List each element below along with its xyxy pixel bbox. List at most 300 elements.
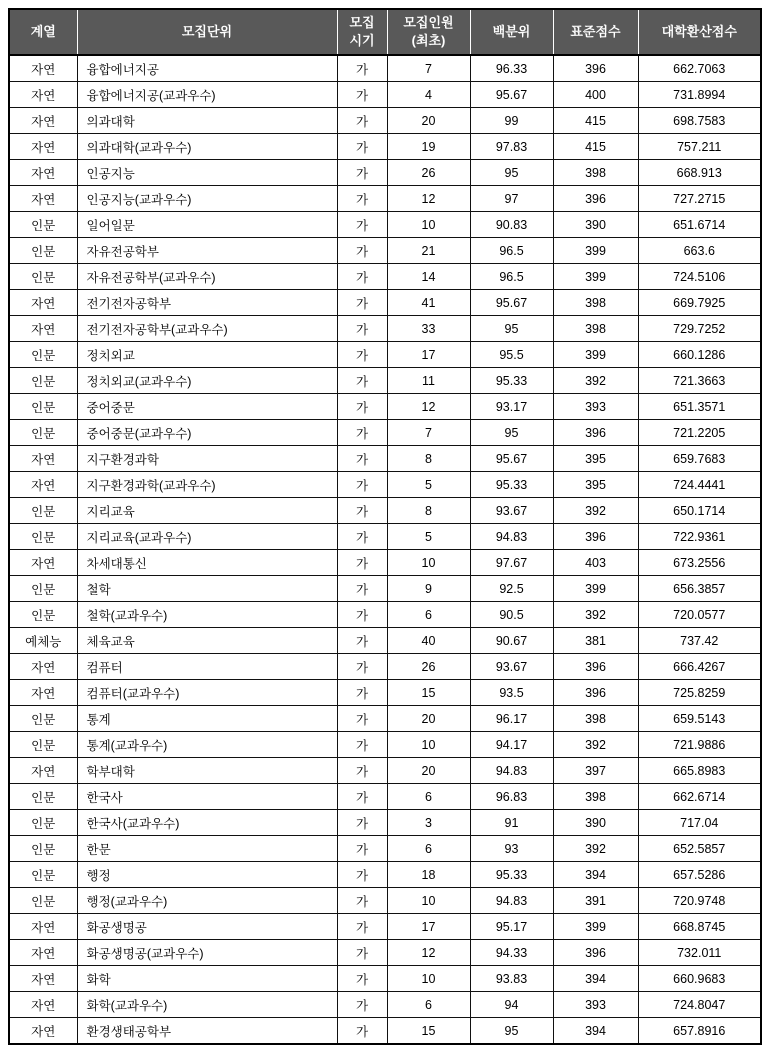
cell-converted-score: 660.1286 <box>638 342 761 368</box>
cell-recruitment-unit: 화공생명공(교과우수) <box>77 940 337 966</box>
cell-recruitment-count: 4 <box>387 82 470 108</box>
cell-standard-score: 399 <box>553 576 638 602</box>
cell-recruitment-count: 9 <box>387 576 470 602</box>
cell-recruitment-period: 가 <box>337 680 387 706</box>
cell-percentile: 91 <box>470 810 553 836</box>
table-row <box>9 576 761 602</box>
cell-recruitment-period: 가 <box>337 212 387 238</box>
cell-percentile: 90.67 <box>470 628 553 654</box>
cell-recruitment-period: 가 <box>337 420 387 446</box>
cell-recruitment-unit: 한국사 <box>77 784 337 810</box>
cell-standard-score: 394 <box>553 1018 638 1045</box>
cell-category: 인문 <box>9 888 77 914</box>
cell-standard-score: 393 <box>553 394 638 420</box>
cell-recruitment-period: 가 <box>337 1018 387 1045</box>
table-row <box>9 992 761 1018</box>
cell-recruitment-count: 6 <box>387 602 470 628</box>
cell-converted-score: 724.4441 <box>638 472 761 498</box>
cell-recruitment-unit: 융합에너지공 <box>77 55 337 82</box>
cell-recruitment-period: 가 <box>337 576 387 602</box>
cell-category: 인문 <box>9 524 77 550</box>
cell-category: 자연 <box>9 1018 77 1045</box>
cell-standard-score: 395 <box>553 446 638 472</box>
cell-percentile: 97 <box>470 186 553 212</box>
cell-percentile: 96.5 <box>470 238 553 264</box>
cell-recruitment-unit: 철학 <box>77 576 337 602</box>
cell-recruitment-count: 20 <box>387 108 470 134</box>
header-row <box>9 9 761 55</box>
cell-converted-score: 731.8994 <box>638 82 761 108</box>
cell-recruitment-unit: 컴퓨터 <box>77 654 337 680</box>
cell-recruitment-period: 가 <box>337 264 387 290</box>
cell-converted-score: 669.7925 <box>638 290 761 316</box>
cell-standard-score: 396 <box>553 940 638 966</box>
cell-recruitment-unit: 통계(교과우수) <box>77 732 337 758</box>
cell-percentile: 96.83 <box>470 784 553 810</box>
cell-percentile: 95 <box>470 316 553 342</box>
cell-recruitment-count: 17 <box>387 342 470 368</box>
cell-recruitment-unit: 컴퓨터(교과우수) <box>77 680 337 706</box>
table-row <box>9 446 761 472</box>
cell-recruitment-unit: 정치외교 <box>77 342 337 368</box>
cell-recruitment-unit: 행정 <box>77 862 337 888</box>
table-row <box>9 940 761 966</box>
cell-recruitment-count: 7 <box>387 55 470 82</box>
cell-recruitment-unit: 중어중문(교과우수) <box>77 420 337 446</box>
table-row <box>9 524 761 550</box>
cell-recruitment-unit: 체육교육 <box>77 628 337 654</box>
cell-category: 인문 <box>9 602 77 628</box>
cell-converted-score: 720.9748 <box>638 888 761 914</box>
cell-standard-score: 392 <box>553 368 638 394</box>
cell-recruitment-unit: 지리교육(교과우수) <box>77 524 337 550</box>
cell-standard-score: 395 <box>553 472 638 498</box>
cell-percentile: 90.83 <box>470 212 553 238</box>
cell-recruitment-count: 41 <box>387 290 470 316</box>
cell-category: 인문 <box>9 238 77 264</box>
table-row <box>9 342 761 368</box>
table-row <box>9 550 761 576</box>
cell-percentile: 95.67 <box>470 290 553 316</box>
cell-recruitment-period: 가 <box>337 862 387 888</box>
cell-recruitment-period: 가 <box>337 628 387 654</box>
cell-category: 인문 <box>9 576 77 602</box>
cell-recruitment-period: 가 <box>337 836 387 862</box>
cell-recruitment-period: 가 <box>337 368 387 394</box>
cell-standard-score: 396 <box>553 524 638 550</box>
cell-recruitment-unit: 융합에너지공(교과우수) <box>77 82 337 108</box>
cell-recruitment-period: 가 <box>337 966 387 992</box>
cell-recruitment-count: 8 <box>387 498 470 524</box>
cell-recruitment-period: 가 <box>337 940 387 966</box>
cell-percentile: 94.83 <box>470 758 553 784</box>
cell-recruitment-count: 21 <box>387 238 470 264</box>
table-row <box>9 862 761 888</box>
table-row <box>9 628 761 654</box>
cell-recruitment-unit: 일어일문 <box>77 212 337 238</box>
cell-converted-score: 721.9886 <box>638 732 761 758</box>
table-row <box>9 212 761 238</box>
cell-category: 인문 <box>9 732 77 758</box>
cell-standard-score: 398 <box>553 160 638 186</box>
cell-standard-score: 398 <box>553 706 638 732</box>
cell-category: 자연 <box>9 290 77 316</box>
admissions-results-table <box>8 8 762 1045</box>
cell-recruitment-count: 26 <box>387 160 470 186</box>
cell-percentile: 95 <box>470 420 553 446</box>
cell-converted-score: 698.7583 <box>638 108 761 134</box>
cell-category: 자연 <box>9 186 77 212</box>
cell-recruitment-period: 가 <box>337 654 387 680</box>
cell-percentile: 96.5 <box>470 264 553 290</box>
cell-recruitment-unit: 한문 <box>77 836 337 862</box>
cell-category: 자연 <box>9 550 77 576</box>
table-row <box>9 498 761 524</box>
cell-standard-score: 403 <box>553 550 638 576</box>
cell-recruitment-count: 15 <box>387 1018 470 1045</box>
cell-recruitment-period: 가 <box>337 498 387 524</box>
table-row <box>9 472 761 498</box>
table-row <box>9 55 761 82</box>
table-row <box>9 836 761 862</box>
cell-recruitment-count: 5 <box>387 472 470 498</box>
cell-recruitment-unit: 철학(교과우수) <box>77 602 337 628</box>
cell-percentile: 93.5 <box>470 680 553 706</box>
cell-category: 자연 <box>9 446 77 472</box>
cell-standard-score: 415 <box>553 134 638 160</box>
cell-converted-score: 732.011 <box>638 940 761 966</box>
cell-recruitment-count: 19 <box>387 134 470 160</box>
cell-recruitment-unit: 의과대학(교과우수) <box>77 134 337 160</box>
cell-standard-score: 392 <box>553 498 638 524</box>
cell-percentile: 95.17 <box>470 914 553 940</box>
table-body <box>9 55 761 1044</box>
cell-category: 자연 <box>9 472 77 498</box>
cell-percentile: 93.83 <box>470 966 553 992</box>
cell-recruitment-period: 가 <box>337 914 387 940</box>
cell-recruitment-unit: 인공지능(교과우수) <box>77 186 337 212</box>
cell-standard-score: 400 <box>553 82 638 108</box>
cell-recruitment-period: 가 <box>337 758 387 784</box>
cell-standard-score: 390 <box>553 212 638 238</box>
cell-standard-score: 396 <box>553 420 638 446</box>
cell-recruitment-unit: 학부대학 <box>77 758 337 784</box>
cell-converted-score: 650.1714 <box>638 498 761 524</box>
cell-converted-score: 659.5143 <box>638 706 761 732</box>
cell-converted-score: 668.913 <box>638 160 761 186</box>
cell-recruitment-count: 10 <box>387 888 470 914</box>
cell-percentile: 92.5 <box>470 576 553 602</box>
table-row <box>9 394 761 420</box>
cell-recruitment-count: 8 <box>387 446 470 472</box>
cell-recruitment-count: 11 <box>387 368 470 394</box>
cell-percentile: 95 <box>470 1018 553 1045</box>
cell-category: 인문 <box>9 862 77 888</box>
cell-standard-score: 396 <box>553 186 638 212</box>
cell-category: 자연 <box>9 992 77 1018</box>
cell-recruitment-unit: 의과대학 <box>77 108 337 134</box>
cell-recruitment-count: 12 <box>387 394 470 420</box>
cell-category: 인문 <box>9 810 77 836</box>
table-row <box>9 264 761 290</box>
cell-standard-score: 399 <box>553 238 638 264</box>
table-row <box>9 290 761 316</box>
table-row <box>9 810 761 836</box>
cell-recruitment-period: 가 <box>337 82 387 108</box>
cell-converted-score: 721.3663 <box>638 368 761 394</box>
cell-recruitment-period: 가 <box>337 472 387 498</box>
cell-percentile: 96.17 <box>470 706 553 732</box>
cell-recruitment-period: 가 <box>337 524 387 550</box>
cell-recruitment-count: 20 <box>387 758 470 784</box>
cell-percentile: 95 <box>470 160 553 186</box>
cell-percentile: 99 <box>470 108 553 134</box>
cell-category: 자연 <box>9 758 77 784</box>
cell-standard-score: 390 <box>553 810 638 836</box>
cell-recruitment-unit: 전기전자공학부(교과우수) <box>77 316 337 342</box>
table-row <box>9 680 761 706</box>
cell-converted-score: 651.6714 <box>638 212 761 238</box>
cell-standard-score: 398 <box>553 784 638 810</box>
cell-percentile: 94.33 <box>470 940 553 966</box>
cell-percentile: 95.67 <box>470 446 553 472</box>
cell-converted-score: 666.4267 <box>638 654 761 680</box>
cell-percentile: 95.33 <box>470 368 553 394</box>
cell-recruitment-count: 40 <box>387 628 470 654</box>
cell-percentile: 94.17 <box>470 732 553 758</box>
cell-converted-score: 727.2715 <box>638 186 761 212</box>
cell-converted-score: 729.7252 <box>638 316 761 342</box>
cell-standard-score: 394 <box>553 862 638 888</box>
cell-recruitment-unit: 화학(교과우수) <box>77 992 337 1018</box>
cell-converted-score: 659.7683 <box>638 446 761 472</box>
cell-recruitment-period: 가 <box>337 810 387 836</box>
cell-recruitment-count: 15 <box>387 680 470 706</box>
cell-recruitment-count: 10 <box>387 966 470 992</box>
cell-recruitment-count: 12 <box>387 940 470 966</box>
table-row <box>9 108 761 134</box>
cell-recruitment-count: 7 <box>387 420 470 446</box>
cell-percentile: 94.83 <box>470 888 553 914</box>
cell-standard-score: 399 <box>553 264 638 290</box>
cell-converted-score: 722.9361 <box>638 524 761 550</box>
cell-converted-score: 660.9683 <box>638 966 761 992</box>
cell-recruitment-unit: 인공지능 <box>77 160 337 186</box>
cell-percentile: 93.17 <box>470 394 553 420</box>
cell-converted-score: 724.8047 <box>638 992 761 1018</box>
cell-percentile: 97.83 <box>470 134 553 160</box>
cell-recruitment-period: 가 <box>337 992 387 1018</box>
cell-recruitment-unit: 한국사(교과우수) <box>77 810 337 836</box>
table-row <box>9 914 761 940</box>
cell-recruitment-unit: 자유전공학부 <box>77 238 337 264</box>
cell-converted-score: 657.5286 <box>638 862 761 888</box>
cell-category: 자연 <box>9 134 77 160</box>
table-row <box>9 82 761 108</box>
cell-recruitment-count: 6 <box>387 836 470 862</box>
cell-category: 인문 <box>9 498 77 524</box>
cell-recruitment-period: 가 <box>337 446 387 472</box>
cell-category: 인문 <box>9 394 77 420</box>
cell-recruitment-count: 10 <box>387 212 470 238</box>
cell-recruitment-unit: 중어중문 <box>77 394 337 420</box>
cell-recruitment-period: 가 <box>337 55 387 82</box>
cell-category: 인문 <box>9 368 77 394</box>
cell-recruitment-unit: 화학 <box>77 966 337 992</box>
cell-category: 인문 <box>9 212 77 238</box>
cell-recruitment-count: 10 <box>387 550 470 576</box>
cell-standard-score: 397 <box>553 758 638 784</box>
cell-converted-score: 656.3857 <box>638 576 761 602</box>
table-row <box>9 420 761 446</box>
cell-converted-score: 724.5106 <box>638 264 761 290</box>
cell-converted-score: 657.8916 <box>638 1018 761 1045</box>
cell-percentile: 97.67 <box>470 550 553 576</box>
cell-standard-score: 393 <box>553 992 638 1018</box>
cell-recruitment-period: 가 <box>337 888 387 914</box>
cell-category: 자연 <box>9 82 77 108</box>
cell-percentile: 94.83 <box>470 524 553 550</box>
cell-recruitment-period: 가 <box>337 394 387 420</box>
cell-category: 자연 <box>9 316 77 342</box>
cell-percentile: 93 <box>470 836 553 862</box>
cell-category: 인문 <box>9 420 77 446</box>
cell-recruitment-count: 3 <box>387 810 470 836</box>
cell-recruitment-count: 6 <box>387 992 470 1018</box>
cell-converted-score: 717.04 <box>638 810 761 836</box>
cell-converted-score: 737.42 <box>638 628 761 654</box>
cell-recruitment-count: 14 <box>387 264 470 290</box>
cell-category: 인문 <box>9 706 77 732</box>
header-university-converted-score: 대학환산점수 <box>638 9 761 55</box>
cell-standard-score: 396 <box>553 680 638 706</box>
cell-recruitment-period: 가 <box>337 316 387 342</box>
cell-converted-score: 652.5857 <box>638 836 761 862</box>
cell-recruitment-unit: 지구환경과학(교과우수) <box>77 472 337 498</box>
cell-percentile: 95.5 <box>470 342 553 368</box>
cell-percentile: 95.33 <box>470 472 553 498</box>
cell-converted-score: 725.8259 <box>638 680 761 706</box>
cell-recruitment-unit: 정치외교(교과우수) <box>77 368 337 394</box>
table-row <box>9 784 761 810</box>
header-recruitment-period: 모집 시기 <box>337 9 387 55</box>
table-row <box>9 368 761 394</box>
cell-recruitment-unit: 지리교육 <box>77 498 337 524</box>
cell-recruitment-period: 가 <box>337 160 387 186</box>
header-recruitment-unit: 모집단위 <box>77 9 337 55</box>
cell-recruitment-period: 가 <box>337 602 387 628</box>
cell-recruitment-count: 26 <box>387 654 470 680</box>
header-recruitment-count: 모집인원 (최초) <box>387 9 470 55</box>
header-category: 계열 <box>9 9 77 55</box>
cell-recruitment-unit: 전기전자공학부 <box>77 290 337 316</box>
cell-category: 자연 <box>9 940 77 966</box>
cell-converted-score: 757.211 <box>638 134 761 160</box>
cell-percentile: 95.33 <box>470 862 553 888</box>
cell-recruitment-count: 5 <box>387 524 470 550</box>
cell-recruitment-unit: 행정(교과우수) <box>77 888 337 914</box>
cell-recruitment-unit: 차세대통신 <box>77 550 337 576</box>
table-row <box>9 732 761 758</box>
cell-converted-score: 721.2205 <box>638 420 761 446</box>
cell-converted-score: 668.8745 <box>638 914 761 940</box>
cell-percentile: 95.67 <box>470 82 553 108</box>
cell-category: 인문 <box>9 784 77 810</box>
cell-percentile: 96.33 <box>470 55 553 82</box>
cell-recruitment-unit: 화공생명공 <box>77 914 337 940</box>
cell-percentile: 94 <box>470 992 553 1018</box>
cell-percentile: 90.5 <box>470 602 553 628</box>
table-row <box>9 888 761 914</box>
cell-standard-score: 415 <box>553 108 638 134</box>
cell-recruitment-count: 10 <box>387 732 470 758</box>
cell-recruitment-period: 가 <box>337 134 387 160</box>
cell-standard-score: 396 <box>553 654 638 680</box>
cell-recruitment-count: 12 <box>387 186 470 212</box>
table-row <box>9 134 761 160</box>
cell-category: 자연 <box>9 160 77 186</box>
cell-category: 자연 <box>9 680 77 706</box>
table-row <box>9 966 761 992</box>
cell-recruitment-period: 가 <box>337 108 387 134</box>
table-row <box>9 602 761 628</box>
cell-converted-score: 662.7063 <box>638 55 761 82</box>
cell-recruitment-unit: 지구환경과학 <box>77 446 337 472</box>
cell-recruitment-period: 가 <box>337 238 387 264</box>
cell-recruitment-count: 18 <box>387 862 470 888</box>
cell-converted-score: 651.3571 <box>638 394 761 420</box>
table-row <box>9 758 761 784</box>
cell-percentile: 93.67 <box>470 498 553 524</box>
cell-recruitment-period: 가 <box>337 186 387 212</box>
cell-standard-score: 392 <box>553 602 638 628</box>
cell-category: 자연 <box>9 914 77 940</box>
cell-recruitment-unit: 자유전공학부(교과우수) <box>77 264 337 290</box>
cell-recruitment-count: 17 <box>387 914 470 940</box>
cell-converted-score: 720.0577 <box>638 602 761 628</box>
cell-converted-score: 662.6714 <box>638 784 761 810</box>
cell-recruitment-period: 가 <box>337 732 387 758</box>
cell-recruitment-count: 6 <box>387 784 470 810</box>
cell-standard-score: 399 <box>553 342 638 368</box>
cell-category: 자연 <box>9 654 77 680</box>
cell-recruitment-count: 20 <box>387 706 470 732</box>
table-row <box>9 238 761 264</box>
cell-category: 자연 <box>9 55 77 82</box>
cell-standard-score: 394 <box>553 966 638 992</box>
cell-recruitment-period: 가 <box>337 706 387 732</box>
cell-recruitment-period: 가 <box>337 784 387 810</box>
cell-standard-score: 398 <box>553 316 638 342</box>
cell-category: 자연 <box>9 108 77 134</box>
cell-converted-score: 663.6 <box>638 238 761 264</box>
cell-category: 인문 <box>9 264 77 290</box>
table-row <box>9 160 761 186</box>
cell-converted-score: 673.2556 <box>638 550 761 576</box>
cell-standard-score: 392 <box>553 732 638 758</box>
table-header <box>9 9 761 55</box>
cell-recruitment-unit: 통계 <box>77 706 337 732</box>
table-row <box>9 186 761 212</box>
cell-recruitment-period: 가 <box>337 342 387 368</box>
table-row <box>9 316 761 342</box>
cell-standard-score: 399 <box>553 914 638 940</box>
cell-category: 인문 <box>9 836 77 862</box>
table-row <box>9 1018 761 1045</box>
cell-standard-score: 381 <box>553 628 638 654</box>
cell-standard-score: 391 <box>553 888 638 914</box>
table-row <box>9 706 761 732</box>
